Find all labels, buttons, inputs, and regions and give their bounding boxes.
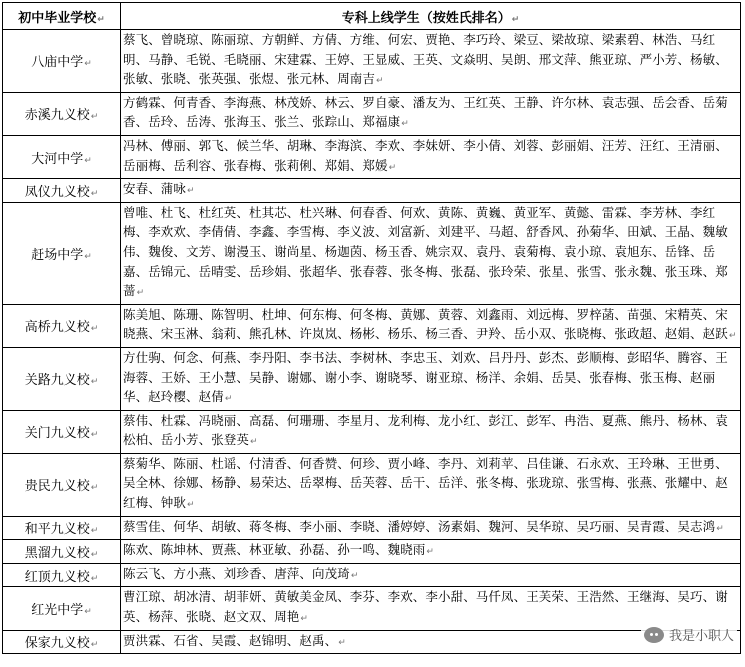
paragraph-mark: ↵ (90, 640, 99, 651)
student-list-text: 方仕驹、何念、何燕、李丹阳、李书法、李树林、李忠玉、刘欢、吕丹丹、彭杰、彭顺梅、彭昭华、腾容、王海蓉、王娇、王小慧、吴静、谢娜、谢小李、谢晓琴、谢亚琼、杨洋、余娟、岳昊、张春梅、张玉梅、赵丽华、赵玲樱、赵倩 (123, 349, 728, 405)
student-list-text: 蔡飞、曾晓琼、陈丽琼、方朝鲜、方倩、方维、何宏、贾艳、李巧玲、梁豆、梁故琼、梁素碧、林浩、马红明、马静、毛锐、毛晓丽、宋建霖、王婷、王显威、王英、文焱明、吴朗、邢文萍、熊亚琼、严小芳、杨敏、张敏、张晓、张英强、张煜、张元林、周南吉 (123, 32, 728, 87)
paragraph-mark: ↵ (187, 186, 195, 197)
paragraph-mark: ↵ (716, 523, 724, 534)
student-list (121, 410, 741, 453)
student-list-text: 陈美旭、陈珊、陈智明、杜坤、何东梅、何冬梅、黄娜、黄蓉、刘鑫雨、刘远梅、罗梓菡、苗强、宋精英、宋晓燕、宋玉淋、翁莉、熊孔林、许岚岚、杨彬、杨乐、杨三香、尹羚、岳小双、张晓梅、张政超、赵娟、赵跃 (123, 306, 728, 342)
student-list (121, 135, 741, 178)
student-list-text: 蔡雪佳、何华、胡敏、蒋冬梅、李小丽、李晓、潘婷婷、汤素娟、魏河、吴华琼、吴巧丽、吴青霞、吴志鸿 (123, 518, 716, 534)
table-row (3, 540, 741, 564)
student-list (121, 179, 741, 203)
school-name-text: 赤溪九义校 (24, 108, 90, 124)
student-list-text: 陈欢、陈坤林、贾燕、林亚敏、孙磊、孙一鸣、魏晓雨 (123, 542, 426, 558)
school-name-text: 凤仪九义校 (24, 184, 90, 200)
table-row (3, 587, 741, 630)
paragraph-mark: ↵ (728, 331, 737, 342)
student-list (121, 304, 741, 347)
school-name (3, 630, 121, 654)
student-list-text: 蔡菊华、陈丽、杜谣、付清香、何香赞、何珍、贾小峰、李丹、刘莉苹、吕佳谦、石永欢、王玲琳、王世勇、吴全林、徐娜、杨静、易荣达、岳翠梅、岳芙蓉、岳干、岳洋、张冬梅、张珑琼、张雪梅、张燕、张耀中、赵红梅、钟耿 (123, 455, 728, 511)
student-list (121, 347, 741, 410)
paragraph-mark: ↵ (90, 324, 99, 335)
school-name-text: 红光中学 (31, 603, 84, 619)
paragraph-mark: ↵ (350, 570, 359, 581)
paragraph-mark: ↵ (90, 377, 99, 388)
school-name (3, 516, 121, 540)
wechat-icon (644, 627, 664, 643)
table-row (3, 563, 741, 587)
paragraph-mark: ↵ (224, 394, 233, 405)
school-name-text: 黑溜九义校 (24, 546, 90, 562)
header-students-label: 专科上线学生（按姓氏排名） (341, 10, 511, 26)
school-name-text: 关门九义校 (24, 426, 90, 442)
student-list (121, 202, 741, 304)
school-name (3, 135, 121, 178)
student-list-text: 陈云飞、方小燕、刘珍香、唐萍、向茂琦 (123, 565, 350, 581)
school-name-text: 赶场中学 (31, 247, 84, 263)
student-list-text: 曾唯、杜飞、杜红英、杜其芯、杜兴琳、何春香、何欢、黄陈、黄巍、黄亚军、黄懿、雷霖、李芳林、李红梅、李欢欢、李倩倩、李鑫、李雪梅、李义波、刘富新、刘建平、马超、舒香风、孙菊华、田斌、王晶、魏敏伟、魏俊、文芳、谢漫玉、谢尚星、杨迦茵、杨玉香、姚宗双、袁丹、袁菊梅、袁小琼、袁旭东、岳锋、岳嘉、岳锦元、岳晴雯、岳珍娟、张超华、张春蓉、张冬梅、张磊、张玲荣、张星、张雪、张永魏、张玉珠、郑蔷 (123, 204, 728, 299)
paragraph-mark: ↵ (136, 288, 145, 299)
school-name (3, 347, 121, 410)
school-name-text: 保家九义校 (24, 636, 90, 652)
student-list-text: 蔡伟、杜霖、冯晓丽、高磊、何珊珊、李星月、龙利梅、龙小红、彭江、彭军、冉浩、夏燕、熊丹、杨林、袁松柏、岳小芳、张登英 (123, 412, 728, 448)
paragraph-mark: ↵ (338, 637, 346, 648)
student-list (121, 453, 741, 516)
school-name (3, 453, 121, 516)
school-name-text: 关路九义校 (24, 373, 90, 389)
table-row (3, 30, 741, 93)
table-row (3, 516, 741, 540)
paragraph-mark: ↵ (376, 76, 384, 87)
paragraph-mark: ↵ (84, 155, 92, 166)
paragraph-mark: ↵ (250, 437, 258, 448)
school-name-text: 大河中学 (31, 151, 84, 167)
school-name (3, 410, 121, 453)
watermark (641, 624, 737, 645)
school-name-text: 高桥九义校 (24, 320, 90, 336)
paragraph-mark: ↵ (426, 547, 435, 558)
school-name (3, 202, 121, 304)
header-students (121, 3, 741, 30)
table-row (3, 410, 741, 453)
student-list (121, 563, 741, 587)
paragraph-mark: ↵ (90, 188, 99, 199)
table-row (3, 453, 741, 516)
student-list-text: 曹江琼、胡冰清、胡菲妍、黄敏美金凤、李芬、李欢、李小甜、马仟凤、王芙荣、王浩然、王继海、吴巧、谢英、杨萍、张晓、赵文双、周艳 (123, 589, 728, 625)
school-name-text: 八庙中学 (31, 55, 84, 71)
paragraph-mark: ↵ (90, 526, 99, 537)
table-row (3, 135, 741, 178)
school-name (3, 30, 121, 93)
school-name-text: 贵民九义校 (24, 479, 90, 495)
paragraph-mark: ↵ (388, 162, 397, 173)
table-row (3, 304, 741, 347)
student-list-text: 安春、蒲咏 (123, 181, 187, 197)
school-name-text: 和平九义校 (24, 522, 90, 538)
school-name (3, 563, 121, 587)
student-list (121, 92, 741, 135)
school-name (3, 587, 121, 630)
header-school-label: 初中毕业学校 (18, 10, 97, 26)
school-name-text: 红顶九义校 (24, 569, 90, 585)
school-name (3, 540, 121, 564)
paragraph-mark: ↵ (300, 614, 309, 625)
paragraph-mark: ↵ (90, 550, 99, 561)
header-school (3, 3, 121, 30)
table-row (3, 92, 741, 135)
school-name (3, 179, 121, 203)
paragraph-mark: ↵ (187, 500, 195, 511)
table-row (3, 202, 741, 304)
school-name (3, 92, 121, 135)
student-list (121, 540, 741, 564)
paragraph-mark: ↵ (511, 14, 520, 25)
student-list (121, 30, 741, 93)
table-header-row (3, 3, 741, 30)
school-name (3, 304, 121, 347)
student-list-text: 方鹤霖、何青香、李海燕、林茂娇、林云、罗自豪、潘友为、王红英、王静、许尔林、袁志强、岳会香、岳菊香、岳玲、岳涛、张海玉、张兰、张踪山、郑福康 (123, 94, 728, 130)
paragraph-mark: ↵ (401, 119, 409, 130)
paragraph-mark: ↵ (84, 607, 92, 618)
table-row (3, 179, 741, 203)
paragraph-mark: ↵ (97, 14, 105, 25)
paragraph-mark: ↵ (84, 59, 92, 70)
paragraph-mark: ↵ (90, 430, 99, 441)
table-row (3, 630, 741, 654)
paragraph-mark: ↵ (84, 251, 92, 262)
student-roster-table (2, 2, 741, 654)
paragraph-mark: ↵ (90, 573, 99, 584)
student-list (121, 516, 741, 540)
table-row (3, 347, 741, 410)
student-list-text: 贾洪霖、石省、吴霞、赵锦明、赵禹、 (123, 632, 338, 648)
student-list-text: 冯林、傅丽、郭飞、候兰华、胡琳、李海滨、李欢、李妹妍、李小倩、刘蓉、彭丽娟、汪芳、汪红、王清丽、岳丽梅、岳利容、张春梅、张莉俐、郑娟、郑媛 (123, 137, 728, 173)
watermark-text: 我是小职人 (668, 629, 734, 644)
paragraph-mark: ↵ (90, 112, 99, 123)
paragraph-mark: ↵ (90, 483, 99, 494)
